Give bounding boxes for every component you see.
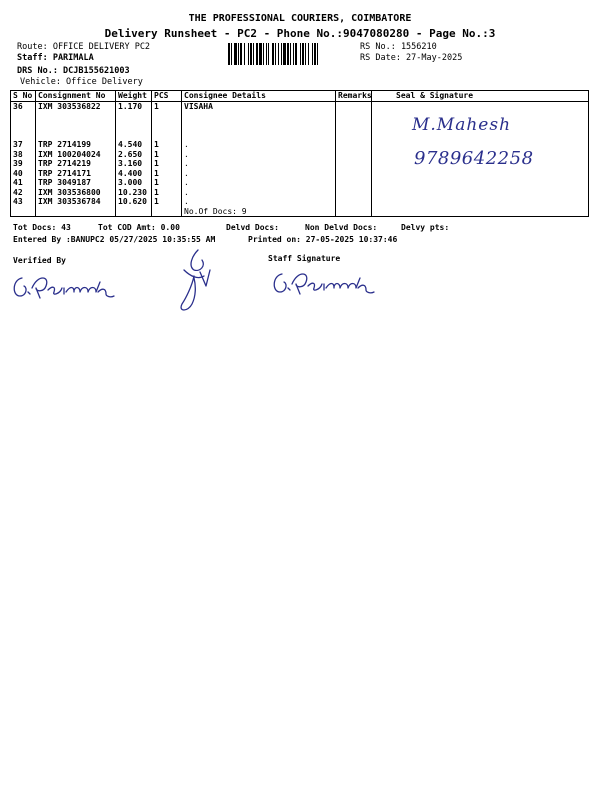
cell-weight: 4.540 (116, 140, 152, 150)
empty-cell (372, 207, 589, 217)
cell-sno: 37 (11, 140, 36, 150)
route-label: Route: OFFICE DELIVERY PC2 (17, 42, 151, 52)
cell-seal (372, 102, 589, 112)
cell-consignment: IXM 303536822 (36, 102, 116, 112)
cell-sno: 43 (11, 197, 36, 207)
cell-remarks (336, 197, 372, 207)
staff-signature-label: Staff Signature (268, 254, 341, 263)
table-row (11, 178, 589, 188)
cell-pcs: 1 (152, 188, 182, 198)
cell-consignee: . (182, 178, 336, 188)
cell-pcs: 1 (152, 178, 182, 188)
col-sno: S No (11, 91, 36, 102)
col-consignee: Consignee Details (182, 91, 336, 102)
rs-number: RS No.: 1556210 (360, 42, 437, 52)
drs-number: DRS No.: DCJB155621003 (17, 66, 130, 76)
cell-remarks (336, 150, 372, 160)
cell-remarks (336, 140, 372, 150)
runsheet-title: Delivery Runsheet - PC2 - Phone No.:9047080280 - Page No.:3 (104, 27, 496, 40)
verified-by-label: Verified By (13, 256, 66, 265)
cell-pcs: 1 (152, 169, 182, 179)
cell-seal (372, 188, 589, 198)
cell-consignment: TRP 3049187 (36, 178, 116, 188)
cell-consignee: . (182, 150, 336, 160)
col-pcs: PCS (152, 91, 182, 102)
cell-consignee: . (182, 188, 336, 198)
cell-consignee: . (182, 159, 336, 169)
empty-cell (36, 207, 116, 217)
cell-consignment: IXM 303536784 (36, 197, 116, 207)
cell-weight: 10.620 (116, 197, 152, 207)
cell-sno: 36 (11, 102, 36, 112)
initials-signature (170, 246, 220, 318)
total-cod: Tot COD Amt: 0.00 (98, 223, 180, 232)
cell-pcs: 1 (152, 140, 182, 150)
printed-on: Printed on: 27-05-2025 10:37:46 (248, 235, 398, 244)
rs-date: RS Date: 27-May-2025 (360, 53, 463, 63)
cell-consignee: VISAHA (182, 102, 336, 112)
table-row (11, 188, 589, 198)
docs-count: No.Of Docs: 9 (182, 207, 336, 217)
verifier-signature (10, 268, 120, 310)
cell-consignment: TRP 2714219 (36, 159, 116, 169)
cell-consignee: . (182, 197, 336, 207)
cell-consignment: TRP 2714171 (36, 169, 116, 179)
docs-count-row (11, 207, 589, 217)
cell-consignment: IXM 303536800 (36, 188, 116, 198)
cell-pcs: 1 (152, 159, 182, 169)
delivered-docs: Delvd Docs: (226, 223, 279, 232)
barcode (228, 43, 354, 65)
col-seal-signature: Seal & Signature (372, 91, 589, 102)
cell-pcs: 1 (152, 197, 182, 207)
delivery-points: Delvy pts: (401, 223, 450, 232)
non-delivered-docs: Non Delvd Docs: (305, 223, 378, 232)
table-row (11, 197, 589, 207)
empty-cell (336, 207, 372, 217)
cell-weight: 3.160 (116, 159, 152, 169)
cell-remarks (336, 178, 372, 188)
handwritten-phone: 9789642258 (414, 148, 534, 169)
cell-seal (372, 178, 589, 188)
cell-consignee: . (182, 169, 336, 179)
entered-by: Entered By :BANUPC2 05/27/2025 10:35:55 AM (13, 235, 216, 244)
empty-cell (11, 207, 36, 217)
cell-remarks (336, 169, 372, 179)
cell-sno: 38 (11, 150, 36, 160)
table-header-row (11, 91, 589, 102)
cell-sno: 39 (11, 159, 36, 169)
cell-weight: 2.650 (116, 150, 152, 160)
cell-consignee: . (182, 140, 336, 150)
company-name: THE PROFESSIONAL COURIERS, COIMBATORE (188, 13, 412, 24)
cell-seal (372, 197, 589, 207)
cell-pcs: 1 (152, 150, 182, 160)
cell-sno: 40 (11, 169, 36, 179)
staff-signature (270, 266, 380, 304)
cell-sno: 42 (11, 188, 36, 198)
total-docs: Tot Docs: 43 (13, 223, 71, 232)
handwritten-name: M.Mahesh (412, 115, 512, 135)
cell-sno: 41 (11, 178, 36, 188)
table-row (11, 169, 589, 179)
cell-remarks (336, 102, 372, 112)
vehicle-label: Vehicle: Office Delivery (20, 77, 143, 87)
cell-weight: 4.400 (116, 169, 152, 179)
cell-consignment: IXM 100204024 (36, 150, 116, 160)
cell-seal (372, 169, 589, 179)
empty-cell (152, 207, 182, 217)
empty-cell (116, 207, 152, 217)
cell-weight: 3.000 (116, 178, 152, 188)
cell-pcs: 1 (152, 102, 182, 112)
cell-consignment: TRP 2714199 (36, 140, 116, 150)
table-row (11, 102, 589, 112)
cell-remarks (336, 159, 372, 169)
col-consignment: Consignment No (36, 91, 116, 102)
cell-weight: 10.230 (116, 188, 152, 198)
col-weight: Weight (116, 91, 152, 102)
staff-label: Staff: PARIMALA (17, 53, 94, 63)
col-remarks: Remarks (336, 91, 372, 102)
cell-remarks (336, 188, 372, 198)
cell-weight: 1.170 (116, 102, 152, 112)
